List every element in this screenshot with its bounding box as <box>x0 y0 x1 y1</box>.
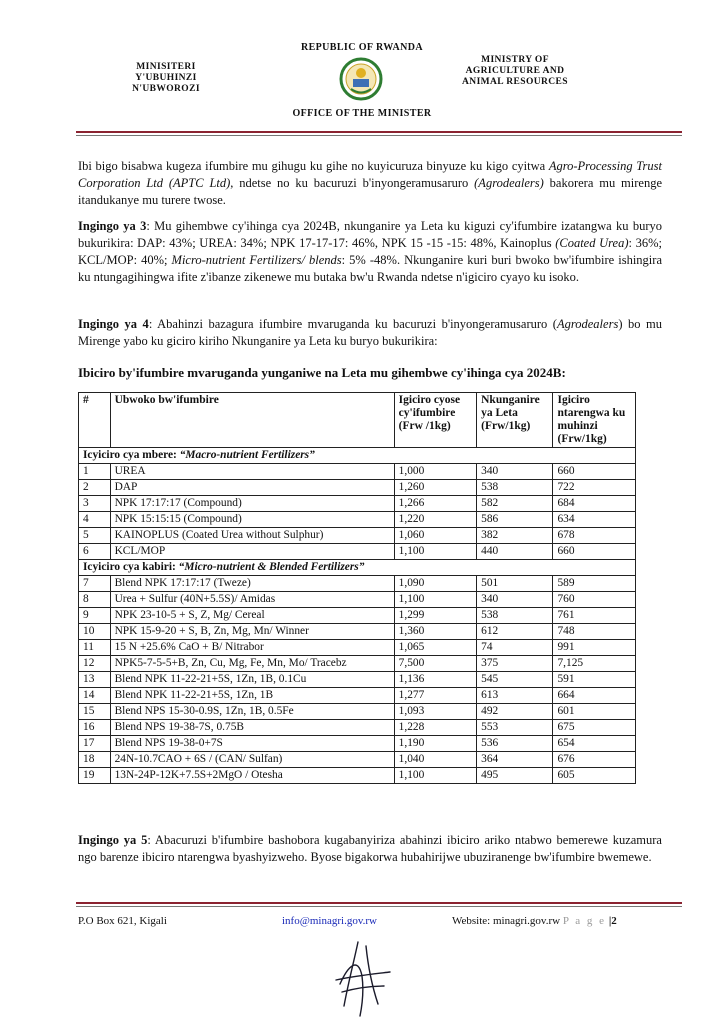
row-farmer-price: 589 <box>553 576 636 592</box>
table-row <box>79 672 636 688</box>
row-full-price: 1,090 <box>394 576 476 592</box>
table-row <box>79 720 636 736</box>
row-farmer-price: 676 <box>553 752 636 768</box>
row-number: 8 <box>79 592 111 608</box>
table-row <box>79 704 636 720</box>
row-number: 16 <box>79 720 111 736</box>
row-number: 5 <box>79 528 111 544</box>
row-farmer-price: 748 <box>553 624 636 640</box>
footer-address: P.O Box 621, Kigali <box>78 915 167 927</box>
row-full-price: 1,100 <box>394 768 476 784</box>
row-subsidy: 538 <box>477 608 553 624</box>
row-subsidy: 340 <box>477 592 553 608</box>
row-full-price: 1,136 <box>394 672 476 688</box>
row-subsidy: 538 <box>477 480 553 496</box>
row-subsidy: 545 <box>477 672 553 688</box>
rwanda-coat-of-arms-emblem <box>338 56 384 102</box>
row-number: 3 <box>79 496 111 512</box>
row-fertilizer-name: Blend NPK 11-22-21+5S, 1Zn, 1B <box>110 688 394 704</box>
row-farmer-price: 991 <box>553 640 636 656</box>
row-subsidy: 492 <box>477 704 553 720</box>
row-farmer-price: 664 <box>553 688 636 704</box>
row-number: 13 <box>79 672 111 688</box>
row-farmer-price: 678 <box>553 528 636 544</box>
row-full-price: 1,360 <box>394 624 476 640</box>
row-fertilizer-name: NPK 15:15:15 (Compound) <box>110 512 394 528</box>
row-fertilizer-name: Blend NPK 17:17:17 (Tweze) <box>110 576 394 592</box>
table-row <box>79 496 636 512</box>
website-text: Website: minagri.gov.rw <box>452 915 561 927</box>
table-row <box>79 656 636 672</box>
row-fertilizer-name: 24N-10.7CAO + 6S / (CAN/ Sulfan) <box>110 752 394 768</box>
header-fertilizer-type: Ubwoko bw'ifumbire <box>110 393 394 448</box>
header-divider <box>76 131 682 133</box>
table-row <box>79 512 636 528</box>
row-subsidy: 586 <box>477 512 553 528</box>
row-fertilizer-name: Blend NPK 11-22-21+5S, 1Zn, 1B, 0.1Cu <box>110 672 394 688</box>
macro-nutrient-rows <box>79 464 636 560</box>
table-row <box>79 640 636 656</box>
row-number: 6 <box>79 544 111 560</box>
row-subsidy: 340 <box>477 464 553 480</box>
fertilizer-price-table <box>78 392 636 784</box>
table-row <box>79 592 636 608</box>
row-farmer-price: 660 <box>553 464 636 480</box>
row-full-price: 1,065 <box>394 640 476 656</box>
row-fertilizer-name: UREA <box>110 464 394 480</box>
row-number: 19 <box>79 768 111 784</box>
row-subsidy: 501 <box>477 576 553 592</box>
handwritten-signature <box>318 936 404 1022</box>
table-row <box>79 480 636 496</box>
row-full-price: 1,299 <box>394 608 476 624</box>
row-subsidy: 74 <box>477 640 553 656</box>
row-subsidy: 613 <box>477 688 553 704</box>
row-farmer-price: 761 <box>553 608 636 624</box>
row-full-price: 1,228 <box>394 720 476 736</box>
footer-divider-thin <box>76 906 682 907</box>
header-government-subsidy: Nkunganire ya Leta (Frw/1kg) <box>477 393 553 448</box>
header-full-price: Igiciro cyose cy'ifumbire (Frw /1kg) <box>394 393 476 448</box>
row-subsidy: 382 <box>477 528 553 544</box>
republic-heading: REPUBLIC OF RWANDA <box>300 42 424 53</box>
row-fertilizer-name: DAP <box>110 480 394 496</box>
ministry-name-kinyarwanda: MINISITERI Y'UBUHINZI N'UBWOROZI <box>132 62 200 94</box>
table-row <box>79 624 636 640</box>
row-number: 17 <box>79 736 111 752</box>
row-farmer-price: 634 <box>553 512 636 528</box>
table-row <box>79 544 636 560</box>
row-number: 1 <box>79 464 111 480</box>
row-farmer-price: 605 <box>553 768 636 784</box>
section-row-micro: Icyiciro cya kabiri: “Micro-nutrient & Blended Fertilizers” <box>79 560 636 576</box>
row-number: 9 <box>79 608 111 624</box>
row-fertilizer-name: NPK 17:17:17 (Compound) <box>110 496 394 512</box>
table-row <box>79 752 636 768</box>
row-number: 12 <box>79 656 111 672</box>
row-full-price: 1,260 <box>394 480 476 496</box>
row-fertilizer-name: KCL/MOP <box>110 544 394 560</box>
header-divider-thin <box>76 135 682 136</box>
row-full-price: 1,220 <box>394 512 476 528</box>
row-subsidy: 375 <box>477 656 553 672</box>
table-row <box>79 608 636 624</box>
page-label: P a g e <box>562 915 607 927</box>
row-fertilizer-name: Blend NPS 19-38-7S, 0.75B <box>110 720 394 736</box>
table-row <box>79 768 636 784</box>
paragraph-article-5: Ingingo ya 5: Abacuruzi b'ifumbire bashobora kugabanyiriza abahinzi ibiciro ariko ntabwo bemerewe kuzamura ngo barenze ibiciro ntarengwa byashyizweho. Byose bigakorwa hubahirijwe ubuziranenge bw'ifumbire bwemewe. <box>78 833 662 864</box>
footer-divider <box>76 902 682 904</box>
row-subsidy: 553 <box>477 720 553 736</box>
row-farmer-price: 601 <box>553 704 636 720</box>
table-header-row <box>79 393 636 448</box>
row-subsidy: 364 <box>477 752 553 768</box>
header-number: # <box>79 393 111 448</box>
row-number: 4 <box>79 512 111 528</box>
row-full-price: 1,060 <box>394 528 476 544</box>
table-row <box>79 688 636 704</box>
table-title: Ibiciro by'ifumbire mvaruganda yunganiwe na Leta mu gihembwe cy'ihinga cya 2024B: <box>78 365 566 380</box>
row-full-price: 1,000 <box>394 464 476 480</box>
row-number: 18 <box>79 752 111 768</box>
row-fertilizer-name: 15 N +25.6% CaO + B/ Nitrabor <box>110 640 394 656</box>
table-row <box>79 464 636 480</box>
row-full-price: 1,277 <box>394 688 476 704</box>
ministry-name-english: MINISTRY OF AGRICULTURE AND ANIMAL RESOURCES <box>462 55 568 87</box>
office-heading: OFFICE OF THE MINISTER <box>292 108 432 119</box>
row-number: 7 <box>79 576 111 592</box>
footer-website <box>452 915 617 927</box>
row-subsidy: 536 <box>477 736 553 752</box>
row-full-price: 1,093 <box>394 704 476 720</box>
row-fertilizer-name: KAINOPLUS (Coated Urea without Sulphur) <box>110 528 394 544</box>
row-farmer-price: 660 <box>553 544 636 560</box>
row-fertilizer-name: NPK 23-10-5 + S, Z, Mg/ Cereal <box>110 608 394 624</box>
footer-email-link[interactable]: info@minagri.gov.rw <box>282 915 377 927</box>
paragraph-intro: Ibi bigo bisabwa kugeza ifumbire mu gihugu ku gihe no kuyicuruza binyuze ku kigo cyitwa Agro-Processing Trust Corporation Ltd (APTC Ltd), ndetse no ku bacuruzi b'inyongeramusaruro (Agrodealers) bakorera mu mirenge itandukanye mu turere twose. <box>78 159 662 207</box>
micro-nutrient-rows <box>79 576 636 784</box>
row-full-price: 1,100 <box>394 544 476 560</box>
row-full-price: 7,500 <box>394 656 476 672</box>
paragraph-article-3: Ingingo ya 3: Mu gihembwe cy'ihinga cya 2024B, nkunganire ya Leta ku kiguzi cy'ifumbire izatangwa ku buryo bukurikira: DAP: 43%; UREA: 34%; NPK 17-17-17: 46%, NPK 15 -15 -15: 48%, Kainoplus (Coated Urea): 36%; KCL/MOP: 40%; Micro-nutrient Fertilizers/ blends: 5% -48%. Nkunganire kuri buri bwoko bw'ifumbire ishingira ku ntungagihingwa ifite z'ibanze zikenewe mu butaka bw'u Rwanda ndetse n'igiciro cyayo ku isoko. <box>78 219 662 284</box>
header-farmer-max-price: Igiciro ntarengwa ku muhinzi (Frw/1kg) <box>553 393 636 448</box>
row-farmer-price: 760 <box>553 592 636 608</box>
row-fertilizer-name: NPK5-7-5-5+B, Zn, Cu, Mg, Fe, Mn, Mo/ Tracebz <box>110 656 394 672</box>
row-farmer-price: 684 <box>553 496 636 512</box>
row-fertilizer-name: Urea + Sulfur (40N+5.5S)/ Amidas <box>110 592 394 608</box>
row-subsidy: 440 <box>477 544 553 560</box>
paragraph-article-4: Ingingo ya 4: Abahinzi bazagura ifumbire mvaruganda ku bacuruzi b'inyongeramusaruro (Agrodealers) bo mu Mirenge yabo ku giciro kiriho Nkunganire ya Leta ku buryo bukurikira: <box>78 317 663 348</box>
table-row <box>79 576 636 592</box>
row-full-price: 1,266 <box>394 496 476 512</box>
table-row <box>79 528 636 544</box>
row-farmer-price: 654 <box>553 736 636 752</box>
row-number: 15 <box>79 704 111 720</box>
row-number: 10 <box>79 624 111 640</box>
row-farmer-price: 722 <box>553 480 636 496</box>
row-fertilizer-name: 13N-24P-12K+7.5S+2MgO / Otesha <box>110 768 394 784</box>
row-farmer-price: 7,125 <box>553 656 636 672</box>
table-row <box>79 736 636 752</box>
row-subsidy: 582 <box>477 496 553 512</box>
row-full-price: 1,190 <box>394 736 476 752</box>
row-number: 14 <box>79 688 111 704</box>
row-subsidy: 612 <box>477 624 553 640</box>
row-farmer-price: 675 <box>553 720 636 736</box>
row-number: 2 <box>79 480 111 496</box>
row-fertilizer-name: Blend NPS 19-38-0+7S <box>110 736 394 752</box>
row-full-price: 1,100 <box>394 592 476 608</box>
row-fertilizer-name: NPK 15-9-20 + S, B, Zn, Mg, Mn/ Winner <box>110 624 394 640</box>
page-number: 2 <box>611 915 617 927</box>
row-farmer-price: 591 <box>553 672 636 688</box>
section-row-macro: Icyiciro cya mbere: “Macro-nutrient Fertilizers” <box>79 448 636 464</box>
row-subsidy: 495 <box>477 768 553 784</box>
row-fertilizer-name: Blend NPS 15-30-0.9S, 1Zn, 1B, 0.5Fe <box>110 704 394 720</box>
row-full-price: 1,040 <box>394 752 476 768</box>
row-number: 11 <box>79 640 111 656</box>
page-separator: | <box>608 915 612 927</box>
